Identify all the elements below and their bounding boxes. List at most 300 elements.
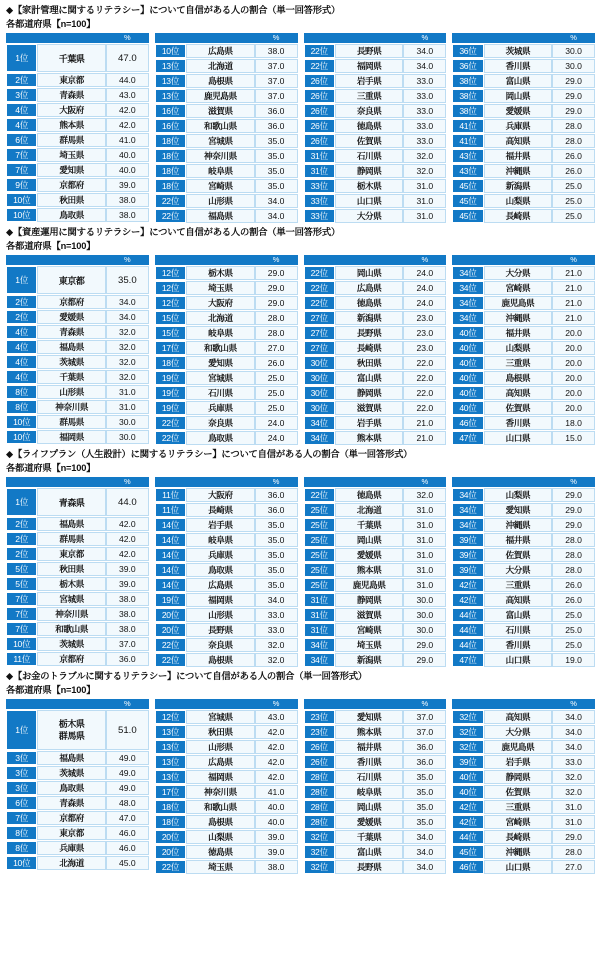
rank-cell: 19位 (155, 371, 186, 385)
rank-cell: 47位 (452, 653, 483, 667)
table-row (6, 488, 149, 516)
table-row (452, 281, 595, 295)
percent-cell: 27.0 (255, 341, 298, 355)
percent-cell: 39.0 (255, 845, 298, 859)
prefecture-cell: 徳島県 (186, 845, 255, 859)
header-rank (155, 33, 186, 43)
table-row (6, 193, 149, 207)
prefecture-cell: 山形県 (186, 740, 255, 754)
table-row (304, 623, 447, 637)
percent-cell: 35.0 (255, 563, 298, 577)
percent-cell: 18.0 (552, 416, 595, 430)
prefecture-cell: 三重県 (335, 89, 404, 103)
rank-cell: 3位 (6, 781, 37, 795)
percent-cell: 34.0 (106, 310, 149, 324)
rank-cell: 7位 (6, 592, 37, 606)
prefecture-cell: 高知県 (484, 593, 553, 607)
rank-cell: 32位 (304, 860, 335, 874)
prefecture-cell: 東京都 (37, 826, 106, 840)
percent-cell: 34.0 (403, 845, 446, 859)
percent-cell: 49.0 (106, 781, 149, 795)
table-row (452, 563, 595, 577)
rank-cell: 7位 (6, 607, 37, 621)
rank-cell: 18位 (155, 149, 186, 163)
prefecture-cell: 愛知県 (484, 503, 553, 517)
percent-cell: 35.0 (255, 164, 298, 178)
prefecture-cell: 青森県 (37, 88, 106, 102)
prefecture-cell: 群馬県 (37, 133, 106, 147)
percent-cell: 35.0 (403, 770, 446, 784)
percent-cell: 20.0 (552, 371, 595, 385)
table-row (304, 845, 447, 859)
rank-cell: 8位 (6, 385, 37, 399)
rank-cell: 15位 (155, 326, 186, 340)
ranking-column (304, 698, 447, 875)
percent-cell: 31.0 (106, 385, 149, 399)
rank-cell: 39位 (452, 533, 483, 547)
percent-cell: 28.0 (552, 119, 595, 133)
prefecture-cell: 京都府 (37, 811, 106, 825)
ranking-table (304, 254, 447, 446)
table-row (452, 488, 595, 502)
table-row (155, 149, 298, 163)
prefecture-cell: 愛知県 (335, 710, 404, 724)
table-row (155, 59, 298, 73)
prefecture-cell: 山口県 (484, 860, 553, 874)
rank-cell: 14位 (155, 518, 186, 532)
rank-cell: 38位 (452, 89, 483, 103)
prefecture-cell (37, 710, 106, 750)
rank-cell: 6位 (6, 796, 37, 810)
table-row (304, 638, 447, 652)
rank-cell: 8位 (6, 841, 37, 855)
prefecture-cell: 高知県 (484, 710, 553, 724)
table-row (452, 119, 595, 133)
prefecture-cell: 福岡県 (186, 593, 255, 607)
percent-cell: 20.0 (552, 401, 595, 415)
ranking-table (6, 476, 149, 667)
prefecture-cell: 福島県 (37, 340, 106, 354)
ranking-table (155, 698, 298, 875)
sections-container (2, 3, 598, 875)
header-prefecture (186, 33, 255, 43)
percent-cell: 34.0 (255, 593, 298, 607)
rank-cell: 16位 (155, 104, 186, 118)
table-row (304, 59, 447, 73)
prefecture-cell: 大分県 (335, 209, 404, 223)
table-row (452, 755, 595, 769)
table-row (452, 386, 595, 400)
table-row (304, 815, 447, 829)
rank-cell: 18位 (155, 800, 186, 814)
table-row (304, 341, 447, 355)
survey-section (2, 3, 598, 224)
prefecture-cell: 熊本県 (335, 431, 404, 445)
rank-cell: 13位 (155, 770, 186, 784)
percent-cell: 35.0 (255, 134, 298, 148)
rank-cell: 3位 (6, 766, 37, 780)
table-row (155, 104, 298, 118)
percent-cell: 29.0 (552, 89, 595, 103)
percent-cell: 34.0 (403, 44, 446, 58)
table-row (304, 149, 447, 163)
table-row (304, 830, 447, 844)
percent-cell: 22.0 (403, 356, 446, 370)
header-percent: % (403, 33, 446, 43)
percent-cell: 21.0 (552, 296, 595, 310)
table-row (155, 653, 298, 667)
rank-cell: 12位 (155, 266, 186, 280)
table-header-row (452, 477, 595, 487)
ranking-column (304, 254, 447, 446)
rank-cell: 31位 (304, 623, 335, 637)
percent-cell: 43.0 (106, 88, 149, 102)
table-row (452, 845, 595, 859)
prefecture-cell: 島根県 (186, 815, 255, 829)
header-rank (304, 33, 335, 43)
percent-cell: 15.0 (552, 431, 595, 445)
prefecture-cell: 神奈川県 (37, 400, 106, 414)
prefecture-cell: 静岡県 (335, 386, 404, 400)
percent-cell: 35.0 (255, 179, 298, 193)
rank-cell: 5位 (6, 562, 37, 576)
percent-cell: 29.0 (552, 488, 595, 502)
table-row (452, 371, 595, 385)
table-row (6, 652, 149, 666)
table-row (304, 593, 447, 607)
percent-cell: 30.0 (403, 623, 446, 637)
percent-cell: 29.0 (552, 503, 595, 517)
rank-cell: 11位 (155, 488, 186, 502)
rank-cell: 39位 (452, 755, 483, 769)
table-row (155, 311, 298, 325)
rank-cell: 39位 (452, 548, 483, 562)
ranking-grid (2, 698, 598, 875)
table-row (155, 371, 298, 385)
rank-cell: 14位 (155, 533, 186, 547)
percent-cell: 31.0 (403, 518, 446, 532)
rank-cell: 12位 (155, 281, 186, 295)
table-row (155, 386, 298, 400)
percent-cell: 29.0 (255, 266, 298, 280)
percent-cell: 32.0 (106, 370, 149, 384)
percent-cell: 29.0 (552, 104, 595, 118)
rank-cell: 34位 (304, 638, 335, 652)
percent-cell: 32.0 (403, 149, 446, 163)
table-row (304, 785, 447, 799)
table-row (6, 325, 149, 339)
prefecture-cell: 長崎県 (335, 341, 404, 355)
table-row (6, 811, 149, 825)
rank-cell: 26位 (304, 134, 335, 148)
table-row (6, 547, 149, 561)
table-row (6, 103, 149, 117)
percent-cell: 47.0 (106, 811, 149, 825)
rank-cell: 13位 (155, 755, 186, 769)
percent-cell: 32.0 (552, 785, 595, 799)
percent-cell: 32.0 (403, 488, 446, 502)
percent-cell: 35.0 (403, 800, 446, 814)
percent-cell: 39.0 (106, 178, 149, 192)
percent-cell: 38.0 (106, 592, 149, 606)
rank-cell: 36位 (452, 44, 483, 58)
prefecture-cell: 秋田県 (335, 356, 404, 370)
prefecture-cell: 福井県 (484, 149, 553, 163)
table-row (304, 164, 447, 178)
prefecture-cell: 兵庫県 (186, 401, 255, 415)
table-row (155, 296, 298, 310)
table-row (6, 163, 149, 177)
rank-cell: 22位 (155, 638, 186, 652)
rank-cell: 40位 (452, 326, 483, 340)
rank-cell: 40位 (452, 770, 483, 784)
rank-cell: 23位 (304, 725, 335, 739)
rank-cell: 47位 (452, 431, 483, 445)
prefecture-cell: 滋賀県 (335, 608, 404, 622)
table-row (304, 518, 447, 532)
table-row (452, 725, 595, 739)
rank-cell: 45位 (452, 179, 483, 193)
ranking-column (6, 476, 149, 668)
table-row (304, 755, 447, 769)
rank-cell: 22位 (155, 209, 186, 223)
rank-cell: 42位 (452, 815, 483, 829)
prefecture-cell: 岡山県 (335, 266, 404, 280)
table-row (452, 785, 595, 799)
rank-cell: 34位 (304, 416, 335, 430)
ranking-column (155, 698, 298, 875)
percent-cell: 20.0 (552, 326, 595, 340)
rank-cell: 20位 (155, 830, 186, 844)
prefecture-cell: 山梨県 (484, 341, 553, 355)
percent-cell: 30.0 (403, 593, 446, 607)
prefecture-cell: 長野県 (335, 860, 404, 874)
table-row (452, 326, 595, 340)
percent-cell: 30.0 (403, 608, 446, 622)
table-header-row (6, 255, 149, 265)
header-rank (452, 699, 483, 709)
rank-cell: 25位 (304, 563, 335, 577)
table-row (155, 755, 298, 769)
prefecture-cell: 千葉県 (335, 830, 404, 844)
table-row (304, 488, 447, 502)
percent-cell: 38.0 (106, 607, 149, 621)
prefecture-cell: 鳥取県 (37, 781, 106, 795)
prefecture-cell: 愛媛県 (335, 815, 404, 829)
table-row (6, 385, 149, 399)
percent-cell: 26.0 (552, 593, 595, 607)
rank-cell: 25位 (304, 533, 335, 547)
table-row (452, 653, 595, 667)
percent-cell: 32.0 (552, 770, 595, 784)
table-row (452, 608, 595, 622)
table-header-row (304, 255, 447, 265)
rank-cell: 33位 (304, 209, 335, 223)
prefecture-cell: 神奈川県 (37, 607, 106, 621)
percent-cell: 30.0 (106, 430, 149, 444)
table-row (155, 416, 298, 430)
prefecture-cell: 岐阜県 (186, 164, 255, 178)
percent-cell: 45.0 (106, 856, 149, 870)
table-row (452, 134, 595, 148)
prefecture-cell: 群馬県 (37, 532, 106, 546)
header-prefecture (484, 699, 553, 709)
prefecture-cell: 佐賀県 (484, 785, 553, 799)
prefecture-cell: 千葉県 (37, 370, 106, 384)
table-row (155, 194, 298, 208)
table-header-row (6, 477, 149, 487)
rank-cell: 8位 (6, 826, 37, 840)
percent-cell: 46.0 (106, 826, 149, 840)
table-header-row (452, 255, 595, 265)
rank-cell: 6位 (6, 133, 37, 147)
rank-cell: 2位 (6, 73, 37, 87)
header-percent: % (403, 699, 446, 709)
ranking-table (452, 32, 595, 224)
prefecture-cell: 徳島県 (335, 119, 404, 133)
rank-cell: 5位 (6, 577, 37, 591)
section-title: ◆【資産運用に関するリテラシー】について自信がある人の割合（単一回答形式） (6, 227, 341, 237)
table-row (155, 638, 298, 652)
percent-cell: 37.0 (403, 725, 446, 739)
percent-cell: 40.0 (255, 815, 298, 829)
prefecture-cell: 青森県 (37, 325, 106, 339)
percent-cell: 32.0 (255, 638, 298, 652)
percent-cell: 28.0 (552, 548, 595, 562)
ranking-column (304, 476, 447, 668)
prefecture-cell: 石川県 (186, 386, 255, 400)
ranking-table (452, 476, 595, 668)
prefecture-cell: 栃木県 (37, 577, 106, 591)
percent-cell: 34.0 (403, 59, 446, 73)
header-rank (304, 699, 335, 709)
table-row (155, 134, 298, 148)
prefecture-cell: 奈良県 (335, 104, 404, 118)
prefecture-cell: 広島県 (186, 755, 255, 769)
rank-cell: 1位 (6, 488, 37, 516)
rank-cell: 22位 (304, 296, 335, 310)
prefecture-cell: 静岡県 (335, 164, 404, 178)
prefecture-cell: 三重県 (484, 356, 553, 370)
percent-cell: 38.0 (255, 44, 298, 58)
prefecture-cell: 東京都 (37, 266, 106, 294)
table-row (6, 148, 149, 162)
rank-cell: 7位 (6, 163, 37, 177)
table-row (6, 118, 149, 132)
prefecture-cell: 京都府 (37, 178, 106, 192)
table-row (452, 296, 595, 310)
percent-cell: 30.0 (552, 44, 595, 58)
percent-cell: 25.0 (255, 386, 298, 400)
prefecture-cell: 青森県 (37, 488, 106, 516)
table-row (304, 89, 447, 103)
prefecture-cell: 宮崎県 (335, 623, 404, 637)
rank-cell: 34位 (452, 488, 483, 502)
rank-cell: 19位 (155, 401, 186, 415)
percent-cell: 42.0 (255, 755, 298, 769)
prefecture-cell: 鳥取県 (37, 208, 106, 222)
percent-cell: 35.0 (255, 578, 298, 592)
rank-cell: 46位 (452, 416, 483, 430)
prefecture-cell: 新潟県 (335, 653, 404, 667)
percent-cell: 33.0 (403, 104, 446, 118)
rank-cell: 3位 (6, 751, 37, 765)
table-row (155, 119, 298, 133)
table-row (155, 578, 298, 592)
percent-cell: 41.0 (106, 133, 149, 147)
rank-cell: 19位 (155, 593, 186, 607)
rank-cell: 1位 (6, 710, 37, 750)
ranking-table (304, 698, 447, 875)
prefecture-cell: 富山県 (335, 371, 404, 385)
prefecture-cell: 北海道 (186, 59, 255, 73)
rank-cell: 40位 (452, 371, 483, 385)
percent-cell: 26.0 (552, 578, 595, 592)
prefecture-cell: 鹿児島県 (484, 740, 553, 754)
header-rank (6, 477, 37, 487)
table-row (155, 281, 298, 295)
rank-cell: 13位 (155, 89, 186, 103)
table-row (452, 830, 595, 844)
prefecture-cell: 静岡県 (335, 593, 404, 607)
table-row (452, 623, 595, 637)
table-row (452, 341, 595, 355)
section-title: ◆【家計管理に関するリテラシー】について自信がある人の割合（単一回答形式） (6, 5, 341, 15)
percent-cell: 20.0 (552, 341, 595, 355)
prefecture-cell: 愛媛県 (37, 310, 106, 324)
percent-cell: 29.0 (255, 296, 298, 310)
prefecture-cell: 奈良県 (186, 638, 255, 652)
rank-cell: 32位 (304, 845, 335, 859)
table-row (6, 562, 149, 576)
percent-cell: 42.0 (106, 118, 149, 132)
rank-cell: 38位 (452, 74, 483, 88)
prefecture-cell: 鳥取県 (186, 563, 255, 577)
table-header-row (304, 699, 447, 709)
prefecture-cell: 群馬県 (37, 415, 106, 429)
percent-cell: 25.0 (552, 194, 595, 208)
rank-cell: 25位 (304, 503, 335, 517)
table-row (452, 593, 595, 607)
rank-cell: 2位 (6, 295, 37, 309)
table-row (155, 800, 298, 814)
header-percent: % (106, 255, 149, 265)
table-row (452, 860, 595, 874)
rank-cell: 22位 (155, 194, 186, 208)
rank-cell: 42位 (452, 578, 483, 592)
header-percent: % (255, 699, 298, 709)
table-row (304, 401, 447, 415)
rank-cell: 32位 (452, 740, 483, 754)
table-row (452, 89, 595, 103)
percent-cell: 33.0 (255, 623, 298, 637)
prefecture-cell: 沖縄県 (484, 164, 553, 178)
table-row (304, 563, 447, 577)
section-subtitle: 各都道府県【n=100】 (6, 241, 96, 251)
table-row (452, 518, 595, 532)
rank-cell: 27位 (304, 326, 335, 340)
rank-cell: 28位 (304, 815, 335, 829)
header-prefecture (186, 477, 255, 487)
header-prefecture (484, 255, 553, 265)
prefecture-cell: 岩手県 (186, 518, 255, 532)
table-row (304, 533, 447, 547)
percent-cell: 23.0 (403, 341, 446, 355)
prefecture-name: 群馬県 (58, 731, 85, 741)
rank-cell: 42位 (452, 593, 483, 607)
header-rank (155, 255, 186, 265)
prefecture-cell: 千葉県 (335, 518, 404, 532)
